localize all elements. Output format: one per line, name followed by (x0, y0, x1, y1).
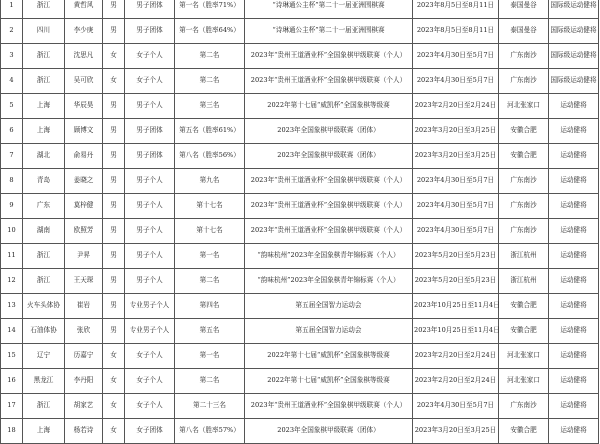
gender-cell: 男 (103, 294, 125, 319)
row-number: 1 (1, 0, 23, 19)
table-row (1, 0, 599, 19)
province-cell: 浙江 (23, 44, 65, 69)
level-cell: 运动健将 (549, 394, 599, 419)
date-cell: 2023年2月20日至2月24日 (413, 369, 499, 394)
table-row (1, 294, 599, 319)
event-cell: 女子个人 (125, 69, 175, 94)
table-row (1, 119, 599, 144)
province-cell: 四川 (23, 19, 65, 44)
competition-cell: “诗琳通公主杯”第二十一届亚洲围棋赛 (245, 0, 413, 19)
table-row (1, 369, 599, 394)
table-row (1, 419, 599, 444)
competition-cell: 2023年全国象棋甲级联赛（团体） (245, 144, 413, 169)
level-cell: 国际级运动健将 (549, 44, 599, 69)
gender-cell: 男 (103, 169, 125, 194)
date-cell: 2023年4月30日至5月7日 (413, 394, 499, 419)
rank-cell: 第九名 (175, 169, 245, 194)
level-cell: 国际级运动健将 (549, 19, 599, 44)
rank-cell: 第一名（胜率64%） (175, 19, 245, 44)
event-cell: 专业男子个人 (125, 294, 175, 319)
venue-cell: 浙江杭州 (499, 244, 549, 269)
competition-cell: 2023年“贵州王道酒业杯”全国象棋甲级联赛（个人） (245, 44, 413, 69)
athlete-name-cell: 沈思凡 (65, 44, 103, 69)
table-row (1, 244, 599, 269)
athlete-name-cell: 顾博文 (65, 119, 103, 144)
table-row (1, 44, 599, 69)
table-row (1, 94, 599, 119)
event-cell: 女子个人 (125, 44, 175, 69)
gender-cell: 女 (103, 419, 125, 444)
gender-cell: 男 (103, 244, 125, 269)
athlete-name-cell: 欧照芳 (65, 219, 103, 244)
level-cell: 运动健将 (549, 144, 599, 169)
row-number: 3 (1, 44, 23, 69)
athlete-name-cell: 黄哲风 (65, 0, 103, 19)
athlete-name-cell: 俞易丹 (65, 144, 103, 169)
table-body (1, 0, 599, 444)
rank-cell: 第十七名 (175, 194, 245, 219)
row-number: 11 (1, 244, 23, 269)
rank-cell: 第十七名 (175, 219, 245, 244)
athlete-name-cell: 张欣 (65, 319, 103, 344)
rank-cell: 第一名（胜率71%） (175, 0, 245, 19)
competition-cell: 2023年“贵州王道酒业杯”全国象棋甲级联赛（个人） (245, 169, 413, 194)
competition-cell: “韵味杭州”2023年全国象棋青年锦标赛（个人） (245, 244, 413, 269)
venue-cell: 广东南沙 (499, 194, 549, 219)
province-cell: 上海 (23, 419, 65, 444)
gender-cell: 男 (103, 119, 125, 144)
rank-cell: 第二名 (175, 269, 245, 294)
rank-cell: 第五名（胜率61%） (175, 119, 245, 144)
gender-cell: 男 (103, 19, 125, 44)
date-cell: 2023年4月30日至5月7日 (413, 194, 499, 219)
row-number: 16 (1, 369, 23, 394)
province-cell: 广东 (23, 194, 65, 219)
event-cell: 男子个人 (125, 219, 175, 244)
level-cell: 运动健将 (549, 119, 599, 144)
competition-cell: 2023年全国象棋甲级联赛（团体） (245, 119, 413, 144)
level-cell: 国际级运动健将 (549, 0, 599, 19)
event-cell: 女子个人 (125, 369, 175, 394)
athlete-name-cell: 李丹阳 (65, 369, 103, 394)
province-cell: 辽宁 (23, 344, 65, 369)
table-row (1, 69, 599, 94)
row-number: 17 (1, 394, 23, 419)
athlete-name-cell: 华辰昊 (65, 94, 103, 119)
gender-cell: 女 (103, 394, 125, 419)
event-cell: 专业男子个人 (125, 319, 175, 344)
athlete-name-cell: 胡家艺 (65, 394, 103, 419)
athlete-name-cell: 吴可欣 (65, 69, 103, 94)
event-cell: 男子团体 (125, 119, 175, 144)
venue-cell: 广东南沙 (499, 394, 549, 419)
province-cell: 湖南 (23, 219, 65, 244)
date-cell: 2023年4月30日至5月7日 (413, 69, 499, 94)
venue-cell: 泰国曼谷 (499, 19, 549, 44)
level-cell: 运动健将 (549, 369, 599, 394)
athlete-name-cell: 王天琛 (65, 269, 103, 294)
competition-cell: 2022年第十七届“威凯杯”全国象棋等级赛 (245, 94, 413, 119)
row-number: 4 (1, 69, 23, 94)
gender-cell: 女 (103, 344, 125, 369)
province-cell: 青岛 (23, 169, 65, 194)
competition-cell: “诗琳通公主杯”第二十一届亚洲围棋赛 (245, 19, 413, 44)
province-cell: 火车头体协 (23, 294, 65, 319)
level-cell: 运动健将 (549, 219, 599, 244)
table-row (1, 169, 599, 194)
date-cell: 2023年10月25日至11月4日 (413, 319, 499, 344)
venue-cell: 安徽合肥 (499, 319, 549, 344)
gender-cell: 男 (103, 319, 125, 344)
table-row (1, 319, 599, 344)
row-number: 15 (1, 344, 23, 369)
event-cell: 男子个人 (125, 269, 175, 294)
province-cell: 湖北 (23, 144, 65, 169)
athlete-name-cell: 尹昇 (65, 244, 103, 269)
event-cell: 男子个人 (125, 169, 175, 194)
venue-cell: 安徽合肥 (499, 119, 549, 144)
date-cell: 2023年5月20日至5月23日 (413, 244, 499, 269)
competition-cell: 2023年“贵州王道酒业杯”全国象棋甲级联赛（个人） (245, 219, 413, 244)
event-cell: 女子个人 (125, 394, 175, 419)
level-cell: 运动健将 (549, 419, 599, 444)
province-cell: 浙江 (23, 0, 65, 19)
date-cell: 2023年4月30日至5月7日 (413, 44, 499, 69)
level-cell: 运动健将 (549, 94, 599, 119)
date-cell: 2023年5月20日至5月23日 (413, 269, 499, 294)
row-number: 18 (1, 419, 23, 444)
level-cell: 运动健将 (549, 319, 599, 344)
province-cell: 浙江 (23, 69, 65, 94)
date-cell: 2023年4月30日至5月7日 (413, 219, 499, 244)
row-number: 13 (1, 294, 23, 319)
rank-cell: 第八名（胜率56%） (175, 144, 245, 169)
athlete-name-cell: 历嘉宁 (65, 344, 103, 369)
row-number: 14 (1, 319, 23, 344)
level-cell: 运动健将 (549, 194, 599, 219)
gender-cell: 男 (103, 219, 125, 244)
venue-cell: 河北张家口 (499, 94, 549, 119)
row-number: 10 (1, 219, 23, 244)
event-cell: 男子团体 (125, 19, 175, 44)
level-cell: 运动健将 (549, 294, 599, 319)
event-cell: 男子个人 (125, 94, 175, 119)
athlete-name-cell: 姜晓之 (65, 169, 103, 194)
gender-cell: 女 (103, 369, 125, 394)
venue-cell: 安徽合肥 (499, 419, 549, 444)
table-row (1, 269, 599, 294)
rank-cell: 第二名 (175, 369, 245, 394)
row-number: 8 (1, 169, 23, 194)
gender-cell: 男 (103, 144, 125, 169)
table-row (1, 194, 599, 219)
province-cell: 浙江 (23, 269, 65, 294)
venue-cell: 浙江杭州 (499, 269, 549, 294)
date-cell: 2023年3月20日至3月25日 (413, 144, 499, 169)
gender-cell: 男 (103, 0, 125, 19)
competition-cell: 2023年“贵州王道酒业杯”全国象棋甲级联赛（个人） (245, 394, 413, 419)
competition-cell: 2022年第十七届“威凯杯”全国象棋等级赛 (245, 369, 413, 394)
competition-cell: 2023年“贵州王道酒业杯”全国象棋甲级联赛（个人） (245, 69, 413, 94)
athlete-name-cell: 杨若诗 (65, 419, 103, 444)
venue-cell: 河北张家口 (499, 369, 549, 394)
level-cell: 运动健将 (549, 244, 599, 269)
province-cell: 上海 (23, 119, 65, 144)
event-cell: 男子团体 (125, 0, 175, 19)
competition-cell: 2023年“贵州王道酒业杯”全国象棋甲级联赛（个人） (245, 194, 413, 219)
event-cell: 男子团体 (125, 144, 175, 169)
rank-cell: 第二名 (175, 44, 245, 69)
rank-cell: 第四名 (175, 294, 245, 319)
table-row (1, 344, 599, 369)
table-row (1, 394, 599, 419)
venue-cell: 安徽合肥 (499, 294, 549, 319)
table-row (1, 19, 599, 44)
athlete-name-cell: 崔岩 (65, 294, 103, 319)
date-cell: 2023年2月20日至2月24日 (413, 344, 499, 369)
gender-cell: 男 (103, 94, 125, 119)
rank-cell: 第一名 (175, 244, 245, 269)
province-cell: 黑龙江 (23, 369, 65, 394)
province-cell: 浙江 (23, 244, 65, 269)
province-cell: 石油体协 (23, 319, 65, 344)
competition-cell: 第五届全国智力运动会 (245, 319, 413, 344)
venue-cell: 广东南沙 (499, 44, 549, 69)
gender-cell: 女 (103, 44, 125, 69)
rank-cell: 第二名 (175, 69, 245, 94)
date-cell: 2023年2月20日至2月24日 (413, 94, 499, 119)
rank-cell: 第八名（胜率57%） (175, 419, 245, 444)
venue-cell: 河北张家口 (499, 344, 549, 369)
competition-cell: 2023年全国象棋甲级联赛（团体） (245, 419, 413, 444)
venue-cell: 广东南沙 (499, 219, 549, 244)
competition-cell: 2022年第十七届“威凯杯”全国象棋等级赛 (245, 344, 413, 369)
date-cell: 2023年3月20日至3月25日 (413, 419, 499, 444)
gender-cell: 男 (103, 269, 125, 294)
row-number: 6 (1, 119, 23, 144)
rank-cell: 第二十三名 (175, 394, 245, 419)
event-cell: 男子个人 (125, 194, 175, 219)
gender-cell: 男 (103, 194, 125, 219)
venue-cell: 广东南沙 (499, 69, 549, 94)
province-cell: 上海 (23, 94, 65, 119)
table-row (1, 144, 599, 169)
rank-cell: 第三名 (175, 94, 245, 119)
row-number: 12 (1, 269, 23, 294)
event-cell: 女子团体 (125, 419, 175, 444)
row-number: 5 (1, 94, 23, 119)
rank-cell: 第一名 (175, 344, 245, 369)
event-cell: 女子个人 (125, 344, 175, 369)
level-cell: 运动健将 (549, 169, 599, 194)
date-cell: 2023年3月20日至3月25日 (413, 119, 499, 144)
row-number: 7 (1, 144, 23, 169)
competition-cell: 第五届全国智力运动会 (245, 294, 413, 319)
athlete-name-cell: 莫梓健 (65, 194, 103, 219)
table-row (1, 219, 599, 244)
province-cell: 浙江 (23, 394, 65, 419)
rank-cell: 第五名 (175, 319, 245, 344)
row-number: 2 (1, 19, 23, 44)
date-cell: 2023年8月5日至8月11日 (413, 19, 499, 44)
date-cell: 2023年10月25日至11月4日 (413, 294, 499, 319)
athlete-name-cell: 李少庚 (65, 19, 103, 44)
venue-cell: 泰国曼谷 (499, 0, 549, 19)
level-cell: 国际级运动健将 (549, 69, 599, 94)
gender-cell: 女 (103, 69, 125, 94)
date-cell: 2023年4月30日至5月7日 (413, 169, 499, 194)
row-number: 9 (1, 194, 23, 219)
level-cell: 运动健将 (549, 269, 599, 294)
venue-cell: 安徽合肥 (499, 144, 549, 169)
competition-cell: “韵味杭州”2023年全国象棋青年锦标赛（个人） (245, 269, 413, 294)
level-cell: 运动健将 (549, 344, 599, 369)
date-cell: 2023年8月5日至8月11日 (413, 0, 499, 19)
event-cell: 男子个人 (125, 244, 175, 269)
venue-cell: 广东南沙 (499, 169, 549, 194)
